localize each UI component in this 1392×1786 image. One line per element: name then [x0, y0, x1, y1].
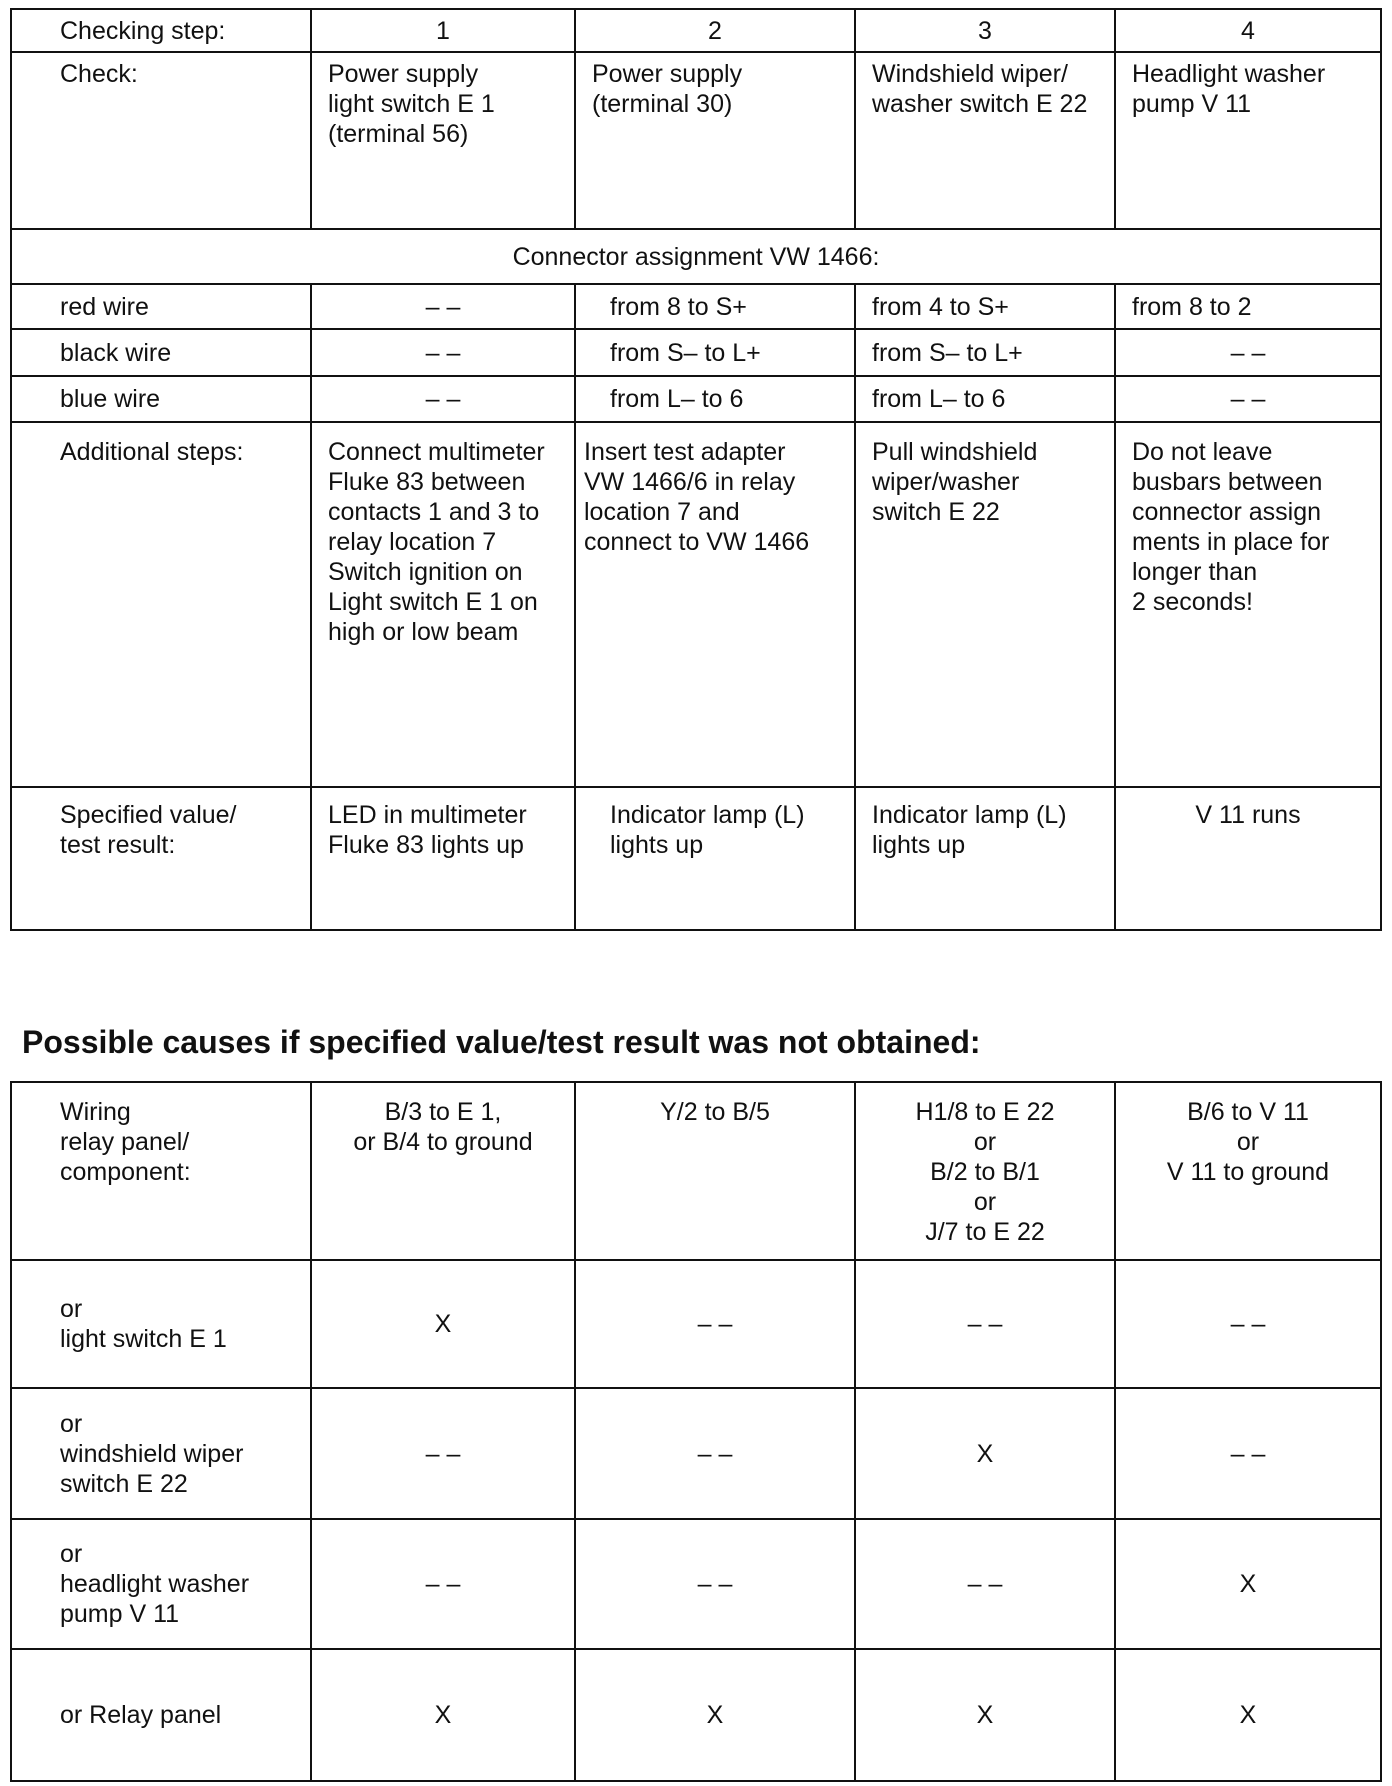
wiring-label: Wiring relay panel/ component:: [11, 1082, 311, 1260]
wire-label: red wire: [11, 284, 311, 329]
step-number: 2: [575, 9, 855, 52]
wire-cell: from 8 to S+: [575, 284, 855, 329]
cause-cell: X: [1115, 1649, 1381, 1781]
wire-cell: – –: [1115, 329, 1381, 376]
wire-row: [11, 284, 1381, 329]
wire-row: [11, 329, 1381, 376]
step-number: 3: [855, 9, 1115, 52]
additional-steps-row: [11, 422, 1381, 787]
cause-row: [11, 1260, 1381, 1388]
additional-label: Additional steps:: [11, 422, 311, 787]
cause-cell: – –: [311, 1388, 575, 1519]
cause-row: [11, 1649, 1381, 1781]
step-number: 4: [1115, 9, 1381, 52]
result-cell: Indicator lamp (L) lights up: [575, 787, 855, 930]
check-cell: Power supply (terminal 30): [575, 52, 855, 229]
wire-cell: from 4 to S+: [855, 284, 1115, 329]
cause-label: or Relay panel: [11, 1649, 311, 1781]
connector-row: [11, 229, 1381, 284]
cause-cell: – –: [575, 1260, 855, 1388]
cause-cell: X: [855, 1388, 1115, 1519]
wiring-cell: B/6 to V 11 or V 11 to ground: [1115, 1082, 1381, 1260]
wire-cell: – –: [311, 284, 575, 329]
cause-cell: – –: [311, 1519, 575, 1649]
check-cell: Power supply light switch E 1 (terminal 56): [311, 52, 575, 229]
cause-cell: – –: [855, 1519, 1115, 1649]
cause-cell: X: [1115, 1519, 1381, 1649]
wire-label: blue wire: [11, 376, 311, 422]
connector-assignment: Connector assignment VW 1466:: [11, 229, 1381, 284]
result-label: Specified value/ test result:: [11, 787, 311, 930]
additional-cell: Do not leave busbars between connector assign ments in place for longer than 2 seconds!: [1115, 422, 1381, 787]
possible-causes-table: [10, 1081, 1382, 1782]
cause-cell: X: [855, 1649, 1115, 1781]
wire-cell: from S– to L+: [855, 329, 1115, 376]
check-label: Check:: [11, 52, 311, 229]
wire-row: [11, 376, 1381, 422]
wire-cell: from 8 to 2: [1115, 284, 1381, 329]
wire-cell: – –: [311, 329, 575, 376]
additional-cell: Pull windshield wiper/washer switch E 22: [855, 422, 1115, 787]
wire-cell: from L– to 6: [575, 376, 855, 422]
result-cell: V 11 runs: [1115, 787, 1381, 930]
wiring-cell: H1/8 to E 22 or B/2 to B/1 or J/7 to E 22: [855, 1082, 1115, 1260]
checking-steps-table: [10, 8, 1382, 931]
cause-row: [11, 1519, 1381, 1649]
cause-cell: X: [311, 1649, 575, 1781]
step-number: 1: [311, 9, 575, 52]
wire-cell: – –: [1115, 376, 1381, 422]
additional-cell: Insert test adapter VW 1466/6 in relay location 7 and connect to VW 1466: [575, 422, 855, 787]
cause-cell: – –: [1115, 1388, 1381, 1519]
step-label: Checking step:: [11, 9, 311, 52]
cause-cell: – –: [1115, 1260, 1381, 1388]
additional-cell: Connect multimeter Fluke 83 between contacts 1 and 3 to relay location 7 Switch ignition on Light switch E 1 on high or low beam: [311, 422, 575, 787]
result-cell: LED in multimeter Fluke 83 lights up: [311, 787, 575, 930]
cause-cell: – –: [855, 1260, 1115, 1388]
check-cell: Windshield wiper/ washer switch E 22: [855, 52, 1115, 229]
wire-cell: – –: [311, 376, 575, 422]
cause-cell: X: [575, 1649, 855, 1781]
wiring-cell: Y/2 to B/5: [575, 1082, 855, 1260]
cause-label: or light switch E 1: [11, 1260, 311, 1388]
result-cell: Indicator lamp (L) lights up: [855, 787, 1115, 930]
wire-label: black wire: [11, 329, 311, 376]
cause-cell: X: [311, 1260, 575, 1388]
result-row: [11, 787, 1381, 930]
wiring-row: [11, 1082, 1381, 1260]
cause-label: or headlight washer pump V 11: [11, 1519, 311, 1649]
cause-row: [11, 1388, 1381, 1519]
wire-cell: from L– to 6: [855, 376, 1115, 422]
check-row: [11, 52, 1381, 229]
check-cell: Headlight washer pump V 11: [1115, 52, 1381, 229]
wire-cell: from S– to L+: [575, 329, 855, 376]
cause-label: or windshield wiper switch E 22: [11, 1388, 311, 1519]
step-row: [11, 9, 1381, 52]
cause-cell: – –: [575, 1519, 855, 1649]
wiring-cell: B/3 to E 1, or B/4 to ground: [311, 1082, 575, 1260]
possible-causes-heading: Possible causes if specified value/test result was not obtained:: [22, 1024, 981, 1060]
cause-cell: – –: [575, 1388, 855, 1519]
